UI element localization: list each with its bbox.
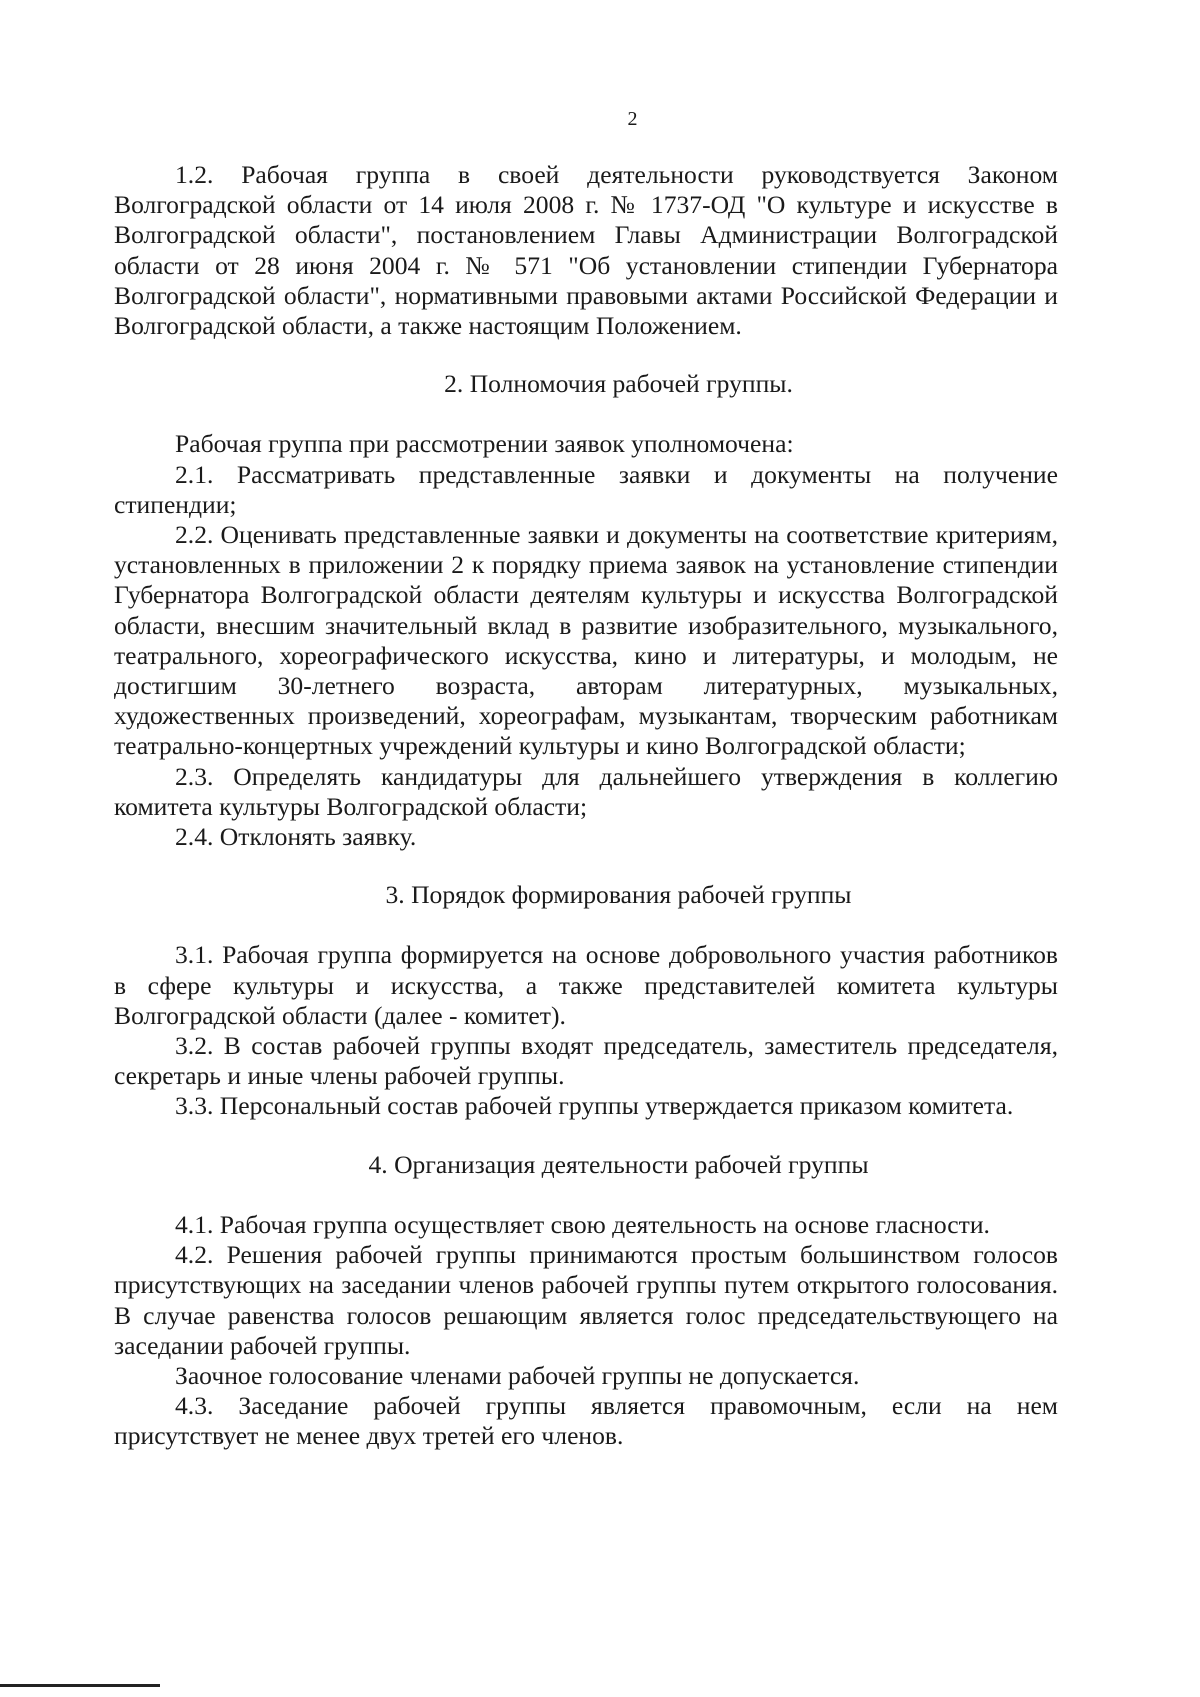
page-number: 2 [627, 108, 638, 130]
paragraph-2-3: 2.3. Определять кандидатуры для дальнейшего утверждения в коллегию комитета культуры Волгоградской области; [114, 761, 1058, 821]
paragraph-2-4: 2.4. Отклонять заявку. [175, 822, 417, 852]
section-heading-4: 4. Организация деятельности рабочей группы [368, 1149, 869, 1179]
paragraph-2-intro: Рабочая группа при рассмотрении заявок уполномочена: [175, 429, 794, 459]
spacer [114, 399, 1058, 429]
section-heading-3: 3. Порядок формирования рабочей группы [385, 880, 852, 910]
paragraph-4-3: 4.3. Заседание рабочей группы является правомочным, если на нем присутствует не менее двух третей его членов. [114, 1391, 1058, 1451]
scan-edge-line [0, 1684, 160, 1687]
spacer [114, 910, 1058, 940]
paragraph-2-1: 2.1. Рассматривать представленные заявки и документы на получение стипендии; [114, 459, 1058, 519]
section-heading-2: 2. Полномочия рабочей группы. [444, 369, 793, 399]
paragraph-4-2-note: Заочное голосование членами рабочей группы не допускается. [175, 1360, 860, 1390]
spacer [114, 1122, 1058, 1150]
paragraph-3-2: 3.2. В состав рабочей группы входят председатель, заместитель председателя, секретарь и иные члены рабочей группы. [114, 1031, 1058, 1091]
spacer [114, 852, 1058, 880]
paragraph-1-2: 1.2. Рабочая группа в своей деятельности руководствуется Законом Волгоградской области от 14 июля 2008 г. № 1737-ОД "О культуре и искусстве в Волгоградской области", постановлением Главы Администрации Волгоградской области от 28 июня 2004 г. № 571 "Об установлении стипендии Губернатора Волгоградской области", нормативными правовыми актами Российской Федерации и Волгоградской области, а также настоящим Положением. [114, 160, 1058, 341]
spacer [114, 1180, 1058, 1210]
paragraph-4-1: 4.1. Рабочая группа осуществляет свою деятельность на основе гласности. [175, 1209, 990, 1239]
paragraph-2-2: 2.2. Оценивать представленные заявки и документы на соответствие критериям, установленных в приложении 2 к порядку приема заявок на установление стипендии Губернатора Волгоградской области деятелям культуры и искусства Волгоградской области, внесшим значительный вклад в развитие изобразительного, музыкального, театрального, хореографического искусства, кино и литературы, и молодым, не достигшим 30-летнего возраста, авторам литературных, музыкальных, художественных произведений, хореографам, музыкантам, творческим работникам театрально-концертных учреждений культуры и кино Волгоградской области; [114, 520, 1058, 761]
spacer [114, 341, 1058, 369]
paragraph-3-1: 3.1. Рабочая группа формируется на основе добровольного участия работников в сфере культуры и искусства, а также представителей комитета культуры Волгоградской области (далее - комитет). [114, 940, 1058, 1030]
paragraph-4-2: 4.2. Решения рабочей группы принимаются простым большинством голосов присутствующих на заседании членов рабочей группы путем открытого голосования. В случае равенства голосов решающим является голос председательствующего на заседании рабочей группы. [114, 1240, 1058, 1360]
paragraph-3-3: 3.3. Персональный состав рабочей группы утверждается приказом комитета. [175, 1091, 1014, 1121]
document-body [114, 160, 1058, 1452]
